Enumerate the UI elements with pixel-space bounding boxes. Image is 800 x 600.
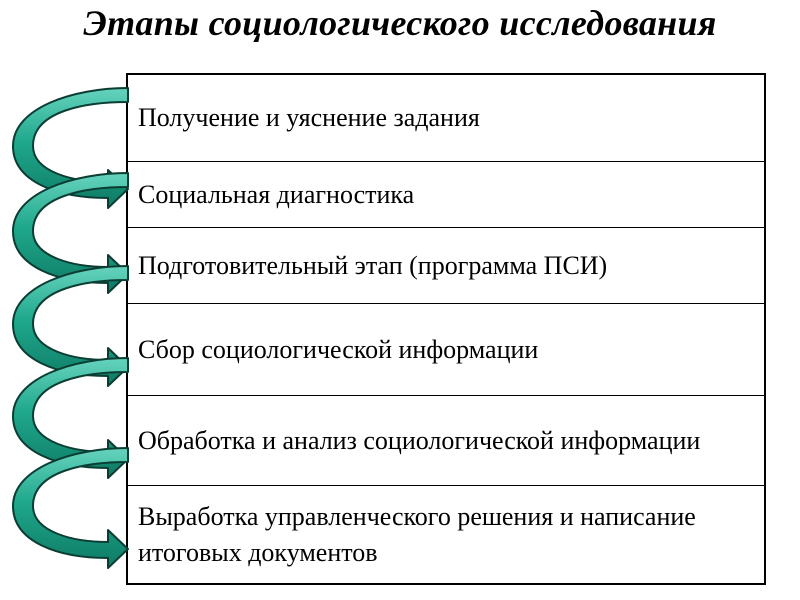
- stage-row-4: [128, 303, 764, 395]
- stage-label-2: Социальная диагностика: [138, 179, 415, 209]
- page-title: Этапы социологического исследования: [83, 3, 717, 43]
- stage-label-5: Обработка и анализ социологической информации: [138, 425, 701, 455]
- stage-label-4: Сбор социологической информации: [138, 334, 539, 364]
- stage-row-5: [128, 395, 764, 485]
- stage-row-2: [128, 161, 764, 227]
- stage-label-1: Получение и уяснение задания: [138, 103, 480, 132]
- stage-label-6: Выработка управленческого решения и написание итоговых документов: [138, 501, 696, 567]
- stage-row-3: [128, 227, 764, 303]
- stages-table: [126, 73, 766, 585]
- stage-label-3: Подготовительный этап (программа ПСИ): [138, 250, 608, 280]
- stage-row-1: [128, 75, 764, 161]
- transition-arrows: [0, 0, 140, 600]
- stage-row-6: [128, 485, 764, 583]
